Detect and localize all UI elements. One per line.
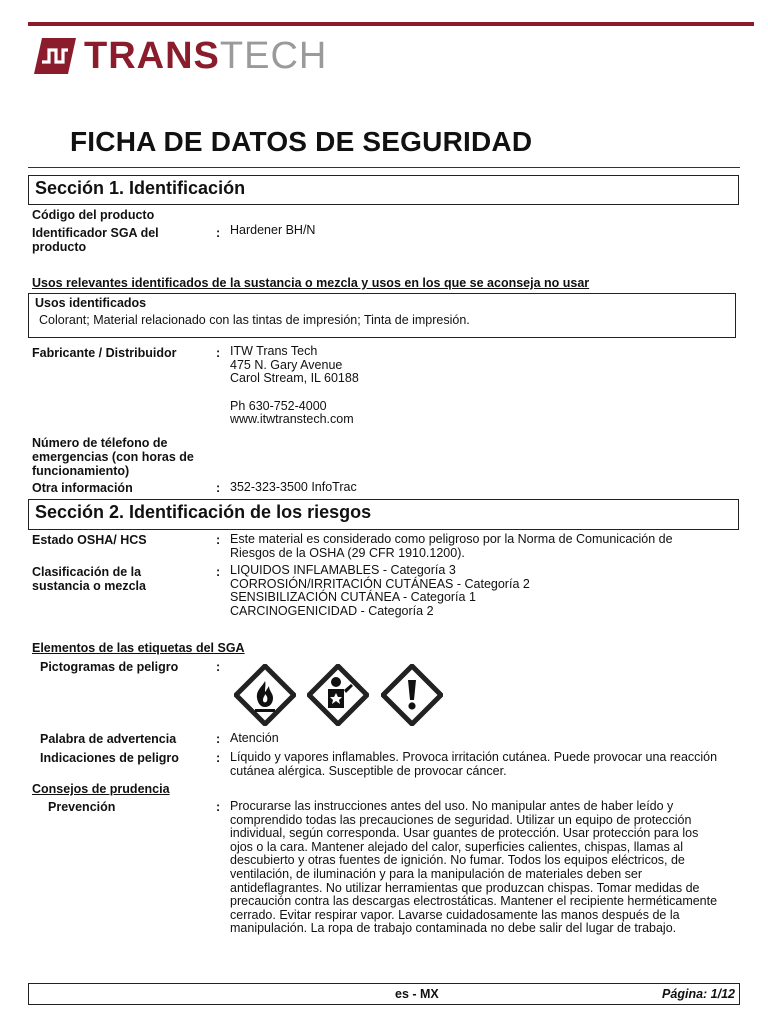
logo-text-tech: TECH [219, 35, 328, 77]
title-rule [28, 167, 740, 168]
otra-value: 352-323-3500 InfoTrac [230, 480, 357, 494]
fabricante-line: 475 N. Gary Avenue [230, 357, 343, 372]
indicaciones-label: Indicaciones de peligro [40, 751, 179, 765]
codigo-label: Código del producto [32, 208, 155, 222]
transtech-logo-icon [34, 38, 76, 74]
estado-label: Estado OSHA/ HCS [32, 533, 147, 547]
section-2-heading: Sección 2. Identificación de los riesgos [28, 499, 739, 530]
clasificacion-line: SENSIBILIZACIÓN CUTÁNEA - Categoría 1 [230, 590, 476, 605]
health-hazard-icon [307, 664, 369, 726]
clasificacion-line: CORROSIÓN/IRRITACIÓN CUTÁNEAS - Categoría 2 [230, 576, 530, 591]
fabricante-label: Fabricante / Distribuidor [32, 346, 177, 360]
usos-heading: Usos relevantes identificados de la sustancia o mezcla y usos en los que se aconseja no usar [32, 276, 590, 290]
footer-language: es - MX [395, 987, 439, 1001]
usos-box [28, 293, 736, 338]
clasificacion-label: Clasificación de la sustancia o mezcla [32, 565, 146, 593]
identificador-value: Hardener BH/N [230, 223, 316, 237]
logo-text-trans: TRANS [84, 35, 220, 77]
clasificacion-block [230, 564, 530, 618]
exclamation-icon [381, 664, 443, 726]
otra-label: Otra información [32, 481, 133, 495]
pictogramas-label: Pictogramas de peligro [40, 660, 179, 674]
emergencia-label: Número de télefono de emergencias (con horas de funcionamiento) [32, 436, 194, 478]
section-1-heading: Sección 1. Identificación [28, 175, 739, 205]
page-footer [28, 983, 740, 1005]
document-title: FICHA DE DATOS DE SEGURIDAD [70, 126, 533, 157]
clasificacion-line: LIQUIDOS INFLAMABLES - Categoría 3 [230, 563, 456, 577]
fabricante-line: www.itwtranstech.com [230, 412, 354, 427]
fabricante-line: Carol Stream, IL 60188 [230, 371, 359, 386]
palabra-value: Atención [230, 731, 279, 745]
consejos-heading: Consejos de prudencia [32, 782, 170, 796]
identificador-label: Identificador SGA del producto [32, 226, 159, 254]
fabricante-line: ITW Trans Tech [230, 344, 318, 358]
estado-value: Este material es considerado como peligroso por la Norma de Comunicación de Riesgos de la OSHA (29 CFR 1910.1200). [230, 532, 673, 560]
header-rule [28, 22, 754, 26]
prevencion-value: Procurarse las instrucciones antes del uso. No manipular antes de haber leído y comprendido todas las precauciones de seguridad. Utilizar un equipo de protección individual, según corresponda. Usar guantes de protección. Usar protección para los ojos o la cara. Mantener alejado del calor, superficies calientes, chispas, llamas al descubierto y otras fuentes de ignición. No fumar. Todos los equipos eléctricos, de ventilación, de iluminación y para la manipulación de materiales deben ser antideflagrantes. No utilizar herramientas que produzcan chispas. Tomar medidas de precaución contra las descargas electrostáticas. Mantener el recipiente herméticamente cerrado. Evitar respirar vapor. Lavarse cuidadosamente las manos después de la manipulación. La ropa de trabajo contaminada no debe salir del lugar de trabajo. [230, 799, 718, 936]
palabra-label: Palabra de advertencia [40, 732, 177, 746]
fabricante-line: Ph 630-752-4000 [230, 398, 327, 413]
fabricante-block [230, 345, 359, 427]
flame-pictogram-icon [234, 664, 296, 726]
usos-box-title: Usos identificados [35, 296, 147, 310]
clasificacion-line: CARCINOGENICIDAD - Categoría 2 [230, 603, 434, 618]
usos-box-text: Colorant; Material relacionado con las tintas de impresión; Tinta de impresión. [39, 313, 470, 327]
indicaciones-value: Líquido y vapores inflamables. Provoca irritación cutánea. Puede provocar una reacción cutánea alérgica. Susceptible de provocar cáncer. [230, 750, 718, 778]
footer-page-number: Página: 1/12 [662, 987, 735, 1001]
prevencion-label: Prevención [48, 800, 116, 814]
elementos-heading: Elementos de las etiquetas del SGA [32, 641, 245, 655]
transtech-logo [34, 36, 327, 76]
